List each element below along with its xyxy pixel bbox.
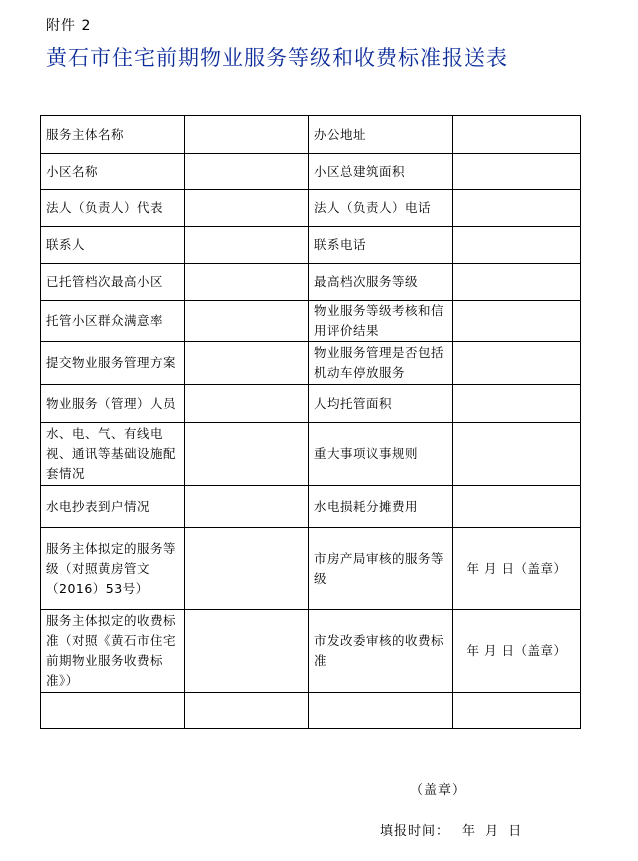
field-value-cell[interactable] — [453, 227, 581, 264]
table-row — [41, 264, 581, 301]
field-value-cell[interactable] — [185, 301, 309, 342]
table-row — [41, 190, 581, 227]
table-row-empty — [41, 693, 581, 729]
table-row — [41, 528, 581, 610]
empty-cell[interactable] — [41, 693, 185, 729]
field-label: 物业服务管理是否包括机动车停放服务 — [309, 342, 453, 385]
field-label: 水、电、气、有线电视、通讯等基础设施配套情况 — [41, 423, 185, 486]
field-label: 小区名称 — [41, 154, 185, 190]
field-label: 小区总建筑面积 — [309, 154, 453, 190]
approval-stamp-cell[interactable]: 年 月 日（盖章） — [453, 610, 581, 693]
field-label: 托管小区群众满意率 — [41, 301, 185, 342]
field-value-cell[interactable] — [185, 385, 309, 423]
field-value-cell[interactable] — [453, 154, 581, 190]
field-label: 水电抄表到户情况 — [41, 486, 185, 528]
empty-cell[interactable] — [453, 693, 581, 729]
table-row — [41, 423, 581, 486]
report-form-table — [40, 115, 581, 729]
field-value-cell[interactable] — [185, 342, 309, 385]
field-value-cell[interactable] — [185, 528, 309, 610]
field-value-cell[interactable] — [453, 385, 581, 423]
field-label: 市发改委审核的收费标准 — [309, 610, 453, 693]
field-label: 水电损耗分摊费用 — [309, 486, 453, 528]
page-title: 黄石市住宅前期物业服务等级和收费标准报送表 — [46, 46, 508, 70]
empty-cell[interactable] — [185, 693, 309, 729]
field-value-cell[interactable] — [453, 116, 581, 154]
field-label: 服务主体名称 — [41, 116, 185, 154]
table-row — [41, 227, 581, 264]
fill-date-line — [380, 820, 522, 839]
footer-stamp: （盖章） — [410, 783, 467, 798]
fill-date-value: 年 月 日 — [462, 824, 523, 839]
field-value-cell[interactable] — [185, 264, 309, 301]
table-row — [41, 301, 581, 342]
field-value-cell[interactable] — [453, 190, 581, 227]
field-value-cell[interactable] — [185, 116, 309, 154]
field-value-cell[interactable] — [185, 423, 309, 486]
field-label: 联系人 — [41, 227, 185, 264]
field-label: 市房产局审核的服务等级 — [309, 528, 453, 610]
field-value-cell[interactable] — [185, 227, 309, 264]
field-value-cell[interactable] — [453, 264, 581, 301]
field-label: 法人（负责人）代表 — [41, 190, 185, 227]
table-row — [41, 116, 581, 154]
field-label: 物业服务等级考核和信用评价结果 — [309, 301, 453, 342]
field-value-cell[interactable] — [185, 610, 309, 693]
table-row — [41, 610, 581, 693]
table-row — [41, 486, 581, 528]
field-value-cell[interactable] — [185, 486, 309, 528]
field-label: 服务主体拟定的收费标准（对照《黄石市住宅前期物业服务收费标准》） — [41, 610, 185, 693]
empty-cell[interactable] — [309, 693, 453, 729]
table-row — [41, 342, 581, 385]
field-label: 人均托管面积 — [309, 385, 453, 423]
table-row — [41, 154, 581, 190]
field-label: 重大事项议事规则 — [309, 423, 453, 486]
field-value-cell[interactable] — [185, 190, 309, 227]
approval-stamp-cell[interactable]: 年 月 日（盖章） — [453, 528, 581, 610]
field-value-cell[interactable] — [185, 154, 309, 190]
field-value-cell[interactable] — [453, 301, 581, 342]
fill-date-label: 填报时间： — [380, 824, 451, 839]
field-label: 服务主体拟定的服务等级（对照黄房管文（2016）53号） — [41, 528, 185, 610]
field-label: 最高档次服务等级 — [309, 264, 453, 301]
field-label: 办公地址 — [309, 116, 453, 154]
field-label: 联系电话 — [309, 227, 453, 264]
table-row — [41, 385, 581, 423]
field-label: 物业服务（管理）人员 — [41, 385, 185, 423]
field-label: 法人（负责人）电话 — [309, 190, 453, 227]
attachment-label: 附件 2 — [46, 18, 92, 34]
field-label: 已托管档次最高小区 — [41, 264, 185, 301]
field-value-cell[interactable] — [453, 342, 581, 385]
field-label: 提交物业服务管理方案 — [41, 342, 185, 385]
field-value-cell[interactable] — [453, 486, 581, 528]
field-value-cell[interactable] — [453, 423, 581, 486]
